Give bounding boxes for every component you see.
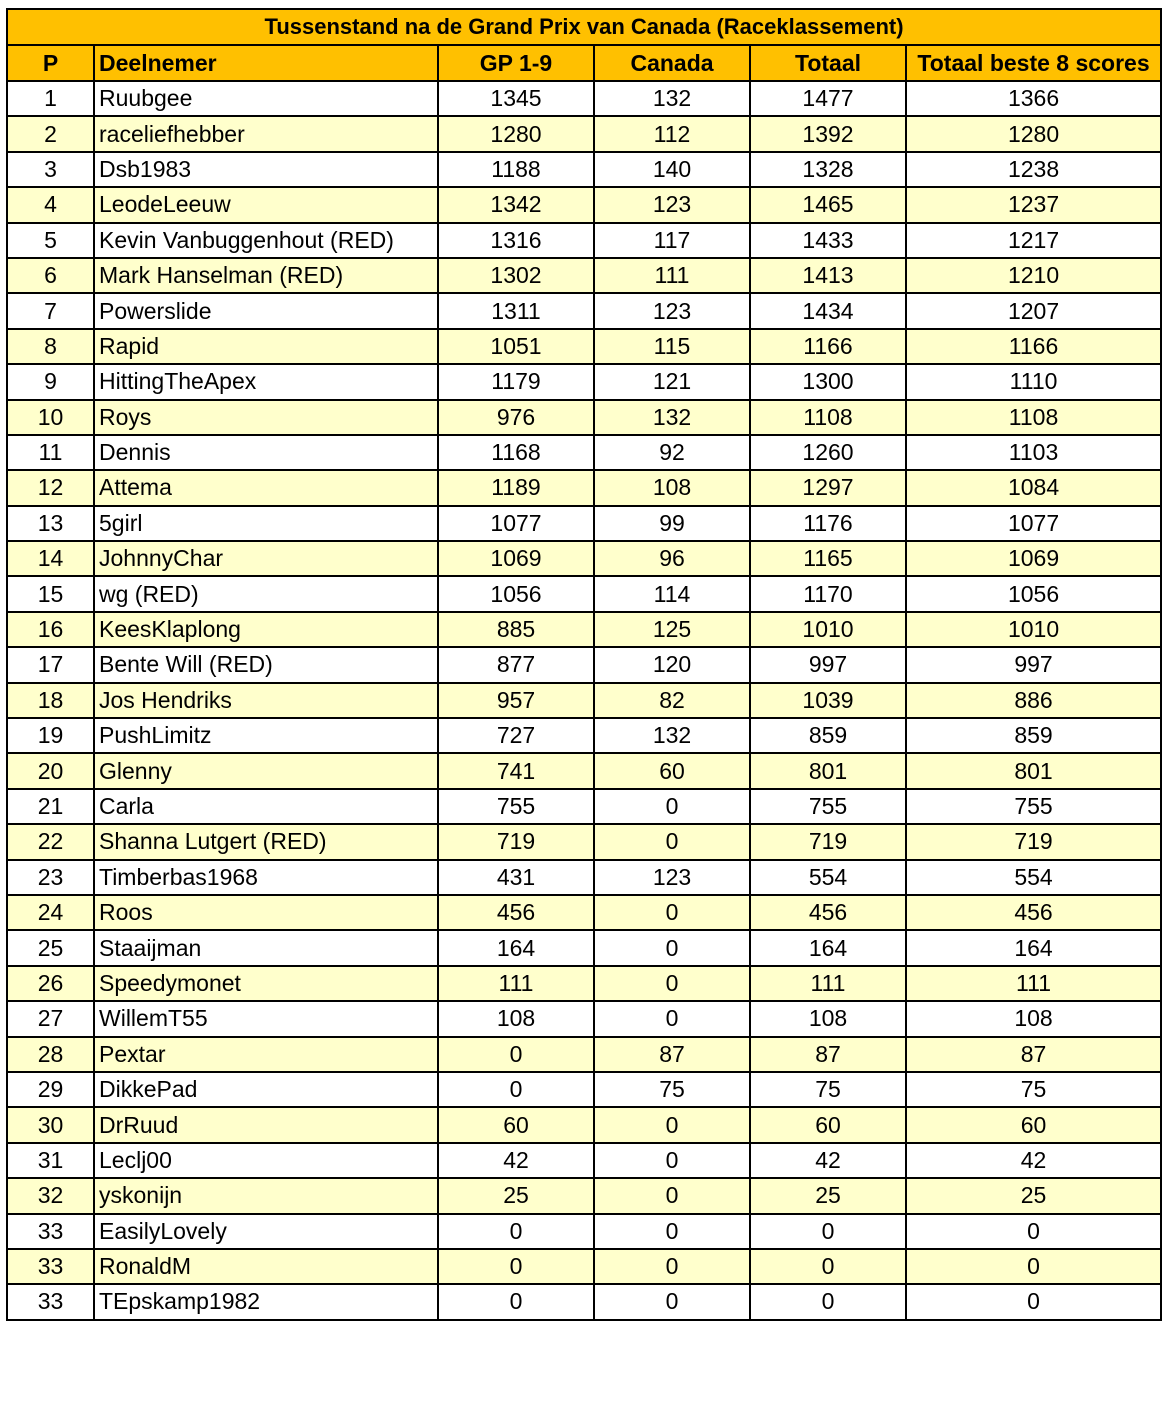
total-cell: 164 [750, 930, 906, 965]
participant-cell: Dsb1983 [94, 152, 438, 187]
canada-cell: 96 [594, 541, 750, 576]
canada-cell: 112 [594, 116, 750, 151]
gp-1-9-cell: 1069 [438, 541, 594, 576]
gp-1-9-cell: 1316 [438, 223, 594, 258]
canada-cell: 99 [594, 506, 750, 541]
gp-1-9-cell: 1188 [438, 152, 594, 187]
table-row [7, 1001, 1161, 1036]
gp-1-9-cell: 1311 [438, 293, 594, 328]
position-cell: 11 [7, 435, 94, 470]
participant-cell: EasilyLovely [94, 1214, 438, 1249]
participant-cell: LeodeLeeuw [94, 187, 438, 222]
column-header-best-8: Totaal beste 8 scores [906, 45, 1161, 81]
total-cell: 554 [750, 860, 906, 895]
canada-cell: 0 [594, 930, 750, 965]
position-cell: 33 [7, 1284, 94, 1319]
participant-cell: Staaijman [94, 930, 438, 965]
position-cell: 14 [7, 541, 94, 576]
gp-1-9-cell: 885 [438, 612, 594, 647]
total-cell: 997 [750, 647, 906, 682]
gp-1-9-cell: 1280 [438, 116, 594, 151]
table-row [7, 1037, 1161, 1072]
table-row [7, 223, 1161, 258]
table-row [7, 753, 1161, 788]
position-cell: 32 [7, 1178, 94, 1213]
participant-cell: Dennis [94, 435, 438, 470]
participant-cell: Glenny [94, 753, 438, 788]
participant-cell: Leclj00 [94, 1143, 438, 1178]
table-row [7, 293, 1161, 328]
best-8-cell: 1084 [906, 470, 1161, 505]
table-row [7, 1107, 1161, 1142]
best-8-cell: 1166 [906, 329, 1161, 364]
canada-cell: 60 [594, 753, 750, 788]
participant-cell: DikkePad [94, 1072, 438, 1107]
table-row [7, 1284, 1161, 1319]
best-8-cell: 456 [906, 895, 1161, 930]
best-8-cell: 1056 [906, 576, 1161, 611]
total-cell: 456 [750, 895, 906, 930]
best-8-cell: 719 [906, 824, 1161, 859]
participant-cell: TEpskamp1982 [94, 1284, 438, 1319]
table-row [7, 576, 1161, 611]
gp-1-9-cell: 727 [438, 718, 594, 753]
best-8-cell: 75 [906, 1072, 1161, 1107]
canada-cell: 0 [594, 1214, 750, 1249]
best-8-cell: 164 [906, 930, 1161, 965]
best-8-cell: 801 [906, 753, 1161, 788]
best-8-cell: 0 [906, 1284, 1161, 1319]
position-cell: 13 [7, 506, 94, 541]
participant-cell: HittingTheApex [94, 364, 438, 399]
table-row [7, 647, 1161, 682]
gp-1-9-cell: 60 [438, 1107, 594, 1142]
position-cell: 6 [7, 258, 94, 293]
best-8-cell: 1280 [906, 116, 1161, 151]
canada-cell: 123 [594, 293, 750, 328]
gp-1-9-cell: 1345 [438, 81, 594, 116]
participant-cell: Shanna Lutgert (RED) [94, 824, 438, 859]
total-cell: 60 [750, 1107, 906, 1142]
participant-cell: Mark Hanselman (RED) [94, 258, 438, 293]
table-row [7, 1249, 1161, 1284]
position-cell: 3 [7, 152, 94, 187]
total-cell: 1433 [750, 223, 906, 258]
position-cell: 33 [7, 1249, 94, 1284]
standings-table [6, 8, 1162, 1321]
position-cell: 28 [7, 1037, 94, 1072]
total-cell: 1260 [750, 435, 906, 470]
total-cell: 1297 [750, 470, 906, 505]
canada-cell: 117 [594, 223, 750, 258]
gp-1-9-cell: 976 [438, 400, 594, 435]
best-8-cell: 554 [906, 860, 1161, 895]
canada-cell: 0 [594, 895, 750, 930]
best-8-cell: 1103 [906, 435, 1161, 470]
canada-cell: 132 [594, 718, 750, 753]
participant-cell: PushLimitz [94, 718, 438, 753]
gp-1-9-cell: 1056 [438, 576, 594, 611]
header-row [7, 45, 1161, 81]
best-8-cell: 42 [906, 1143, 1161, 1178]
total-cell: 108 [750, 1001, 906, 1036]
total-cell: 719 [750, 824, 906, 859]
canada-cell: 132 [594, 400, 750, 435]
table-row [7, 1143, 1161, 1178]
table-row [7, 187, 1161, 222]
position-cell: 10 [7, 400, 94, 435]
participant-cell: Carla [94, 789, 438, 824]
best-8-cell: 859 [906, 718, 1161, 753]
position-cell: 2 [7, 116, 94, 151]
table-row [7, 364, 1161, 399]
table-row [7, 435, 1161, 470]
gp-1-9-cell: 456 [438, 895, 594, 930]
canada-cell: 92 [594, 435, 750, 470]
position-cell: 29 [7, 1072, 94, 1107]
participant-cell: DrRuud [94, 1107, 438, 1142]
participant-cell: raceliefhebber [94, 116, 438, 151]
canada-cell: 0 [594, 789, 750, 824]
table-row [7, 81, 1161, 116]
total-cell: 1413 [750, 258, 906, 293]
table-row [7, 824, 1161, 859]
best-8-cell: 1110 [906, 364, 1161, 399]
gp-1-9-cell: 1342 [438, 187, 594, 222]
total-cell: 1176 [750, 506, 906, 541]
canada-cell: 108 [594, 470, 750, 505]
position-cell: 31 [7, 1143, 94, 1178]
participant-cell: Jos Hendriks [94, 683, 438, 718]
canada-cell: 0 [594, 1284, 750, 1319]
table-row [7, 860, 1161, 895]
canada-cell: 120 [594, 647, 750, 682]
gp-1-9-cell: 25 [438, 1178, 594, 1213]
best-8-cell: 87 [906, 1037, 1161, 1072]
canada-cell: 132 [594, 81, 750, 116]
gp-1-9-cell: 0 [438, 1037, 594, 1072]
gp-1-9-cell: 1179 [438, 364, 594, 399]
best-8-cell: 1207 [906, 293, 1161, 328]
table-row [7, 683, 1161, 718]
gp-1-9-cell: 108 [438, 1001, 594, 1036]
best-8-cell: 886 [906, 683, 1161, 718]
position-cell: 27 [7, 1001, 94, 1036]
position-cell: 21 [7, 789, 94, 824]
gp-1-9-cell: 431 [438, 860, 594, 895]
position-cell: 4 [7, 187, 94, 222]
canada-cell: 82 [594, 683, 750, 718]
canada-cell: 0 [594, 966, 750, 1001]
best-8-cell: 0 [906, 1249, 1161, 1284]
participant-cell: KeesKlaplong [94, 612, 438, 647]
gp-1-9-cell: 1302 [438, 258, 594, 293]
position-cell: 17 [7, 647, 94, 682]
position-cell: 22 [7, 824, 94, 859]
participant-cell: RonaldM [94, 1249, 438, 1284]
gp-1-9-cell: 741 [438, 753, 594, 788]
gp-1-9-cell: 957 [438, 683, 594, 718]
best-8-cell: 60 [906, 1107, 1161, 1142]
canada-cell: 123 [594, 860, 750, 895]
best-8-cell: 1069 [906, 541, 1161, 576]
total-cell: 801 [750, 753, 906, 788]
best-8-cell: 1238 [906, 152, 1161, 187]
position-cell: 1 [7, 81, 94, 116]
best-8-cell: 1010 [906, 612, 1161, 647]
best-8-cell: 1217 [906, 223, 1161, 258]
position-cell: 8 [7, 329, 94, 364]
canada-cell: 111 [594, 258, 750, 293]
total-cell: 42 [750, 1143, 906, 1178]
participant-cell: Bente Will (RED) [94, 647, 438, 682]
gp-1-9-cell: 1168 [438, 435, 594, 470]
participant-cell: Rapid [94, 329, 438, 364]
total-cell: 1477 [750, 81, 906, 116]
participant-cell: WillemT55 [94, 1001, 438, 1036]
table-row [7, 116, 1161, 151]
position-cell: 25 [7, 930, 94, 965]
position-cell: 9 [7, 364, 94, 399]
table-row [7, 400, 1161, 435]
gp-1-9-cell: 0 [438, 1072, 594, 1107]
position-cell: 24 [7, 895, 94, 930]
position-cell: 5 [7, 223, 94, 258]
position-cell: 33 [7, 1214, 94, 1249]
total-cell: 1165 [750, 541, 906, 576]
gp-1-9-cell: 1077 [438, 506, 594, 541]
total-cell: 1434 [750, 293, 906, 328]
column-header-total: Totaal [750, 45, 906, 81]
column-header-participant: Deelnemer [94, 45, 438, 81]
gp-1-9-cell: 164 [438, 930, 594, 965]
table-row [7, 930, 1161, 965]
best-8-cell: 1077 [906, 506, 1161, 541]
gp-1-9-cell: 719 [438, 824, 594, 859]
participant-cell: Roys [94, 400, 438, 435]
position-cell: 7 [7, 293, 94, 328]
canada-cell: 75 [594, 1072, 750, 1107]
table-row [7, 152, 1161, 187]
best-8-cell: 1108 [906, 400, 1161, 435]
total-cell: 1166 [750, 329, 906, 364]
canada-cell: 87 [594, 1037, 750, 1072]
table-row [7, 258, 1161, 293]
canada-cell: 0 [594, 1001, 750, 1036]
best-8-cell: 108 [906, 1001, 1161, 1036]
table-row [7, 789, 1161, 824]
total-cell: 0 [750, 1214, 906, 1249]
participant-cell: Powerslide [94, 293, 438, 328]
position-cell: 18 [7, 683, 94, 718]
gp-1-9-cell: 0 [438, 1249, 594, 1284]
table-row [7, 506, 1161, 541]
participant-cell: Speedymonet [94, 966, 438, 1001]
total-cell: 111 [750, 966, 906, 1001]
total-cell: 25 [750, 1178, 906, 1213]
total-cell: 1392 [750, 116, 906, 151]
participant-cell: wg (RED) [94, 576, 438, 611]
position-cell: 12 [7, 470, 94, 505]
position-cell: 23 [7, 860, 94, 895]
canada-cell: 0 [594, 1249, 750, 1284]
total-cell: 1108 [750, 400, 906, 435]
position-cell: 19 [7, 718, 94, 753]
best-8-cell: 111 [906, 966, 1161, 1001]
total-cell: 1300 [750, 364, 906, 399]
table-body [7, 81, 1161, 1320]
position-cell: 15 [7, 576, 94, 611]
table-row [7, 541, 1161, 576]
canada-cell: 0 [594, 1107, 750, 1142]
total-cell: 859 [750, 718, 906, 753]
participant-cell: Ruubgee [94, 81, 438, 116]
best-8-cell: 1366 [906, 81, 1161, 116]
canada-cell: 123 [594, 187, 750, 222]
total-cell: 1328 [750, 152, 906, 187]
table-title: Tussenstand na de Grand Prix van Canada (Raceklassement) [7, 9, 1161, 45]
best-8-cell: 0 [906, 1214, 1161, 1249]
table-row [7, 1072, 1161, 1107]
total-cell: 0 [750, 1284, 906, 1319]
best-8-cell: 755 [906, 789, 1161, 824]
position-cell: 20 [7, 753, 94, 788]
gp-1-9-cell: 0 [438, 1214, 594, 1249]
total-cell: 0 [750, 1249, 906, 1284]
total-cell: 1010 [750, 612, 906, 647]
total-cell: 1465 [750, 187, 906, 222]
participant-cell: Kevin Vanbuggenhout (RED) [94, 223, 438, 258]
participant-cell: yskonijn [94, 1178, 438, 1213]
participant-cell: Roos [94, 895, 438, 930]
column-header-gp-1-9: GP 1-9 [438, 45, 594, 81]
column-header-canada: Canada [594, 45, 750, 81]
position-cell: 26 [7, 966, 94, 1001]
table-row [7, 470, 1161, 505]
canada-cell: 121 [594, 364, 750, 399]
gp-1-9-cell: 755 [438, 789, 594, 824]
best-8-cell: 1237 [906, 187, 1161, 222]
table-row [7, 1178, 1161, 1213]
total-cell: 87 [750, 1037, 906, 1072]
position-cell: 30 [7, 1107, 94, 1142]
table-row [7, 329, 1161, 364]
total-cell: 755 [750, 789, 906, 824]
canada-cell: 0 [594, 824, 750, 859]
column-header-position: P [7, 45, 94, 81]
best-8-cell: 997 [906, 647, 1161, 682]
gp-1-9-cell: 877 [438, 647, 594, 682]
position-cell: 16 [7, 612, 94, 647]
best-8-cell: 25 [906, 1178, 1161, 1213]
participant-cell: Pextar [94, 1037, 438, 1072]
total-cell: 75 [750, 1072, 906, 1107]
canada-cell: 140 [594, 152, 750, 187]
table-row [7, 718, 1161, 753]
canada-cell: 0 [594, 1143, 750, 1178]
table-row [7, 966, 1161, 1001]
gp-1-9-cell: 0 [438, 1284, 594, 1319]
gp-1-9-cell: 42 [438, 1143, 594, 1178]
table-row [7, 1214, 1161, 1249]
canada-cell: 125 [594, 612, 750, 647]
participant-cell: Attema [94, 470, 438, 505]
participant-cell: Timberbas1968 [94, 860, 438, 895]
title-row [7, 9, 1161, 45]
total-cell: 1170 [750, 576, 906, 611]
gp-1-9-cell: 1189 [438, 470, 594, 505]
table-row [7, 895, 1161, 930]
best-8-cell: 1210 [906, 258, 1161, 293]
gp-1-9-cell: 111 [438, 966, 594, 1001]
participant-cell: JohnnyChar [94, 541, 438, 576]
participant-cell: 5girl [94, 506, 438, 541]
canada-cell: 0 [594, 1178, 750, 1213]
table-row [7, 612, 1161, 647]
canada-cell: 115 [594, 329, 750, 364]
gp-1-9-cell: 1051 [438, 329, 594, 364]
canada-cell: 114 [594, 576, 750, 611]
total-cell: 1039 [750, 683, 906, 718]
